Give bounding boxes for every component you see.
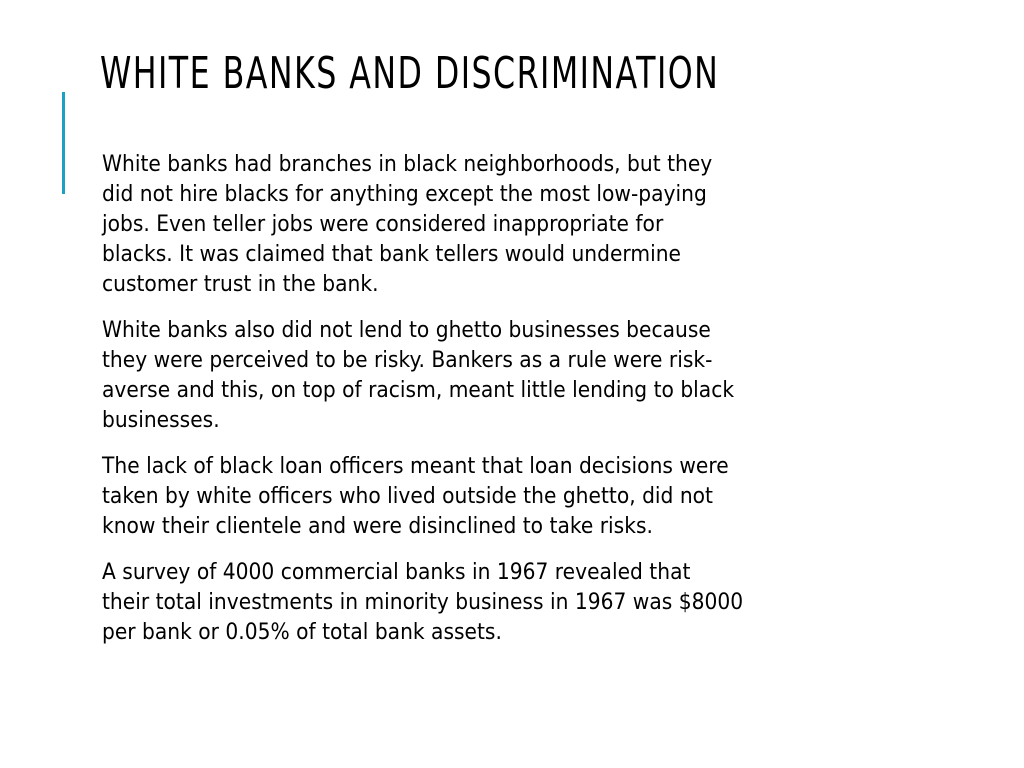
text-line: their total investments in minority business in 1967 was $8000 <box>102 590 744 615</box>
slide-body <box>102 150 902 664</box>
text-line: customer trust in the bank. <box>102 272 379 297</box>
paragraph-survey <box>102 558 838 648</box>
paragraph-lending <box>102 316 838 436</box>
text-line: know their clientele and were disinclined to take risks. <box>102 514 653 539</box>
text-line: per bank or 0.05% of total bank assets. <box>102 620 502 645</box>
text-line: White banks also did not lend to ghetto businesses because <box>102 318 711 343</box>
title-accent-bar <box>62 92 65 194</box>
text-line: A survey of 4000 commercial banks in 1967 revealed that <box>102 560 691 585</box>
paragraph-hiring <box>102 150 838 300</box>
slide-title: WHITE BANKS AND DISCRIMINATION <box>100 48 720 99</box>
text-line: businesses. <box>102 408 220 433</box>
paragraph-loan-officers <box>102 452 838 542</box>
text-line: blacks. It was claimed that bank tellers would undermine <box>102 242 682 267</box>
text-line: they were perceived to be risky. Bankers as a rule were risk- <box>102 348 713 373</box>
text-line: White banks had branches in black neighborhoods, but they <box>102 152 713 177</box>
text-line: The lack of black loan officers meant that loan decisions were <box>102 454 729 479</box>
text-line: taken by white officers who lived outside the ghetto, did not <box>102 484 713 509</box>
text-line: averse and this, on top of racism, meant little lending to black <box>102 378 735 403</box>
text-line: jobs. Even teller jobs were considered inappropriate for <box>102 212 664 237</box>
text-line: did not hire blacks for anything except the most low-paying <box>102 182 707 207</box>
